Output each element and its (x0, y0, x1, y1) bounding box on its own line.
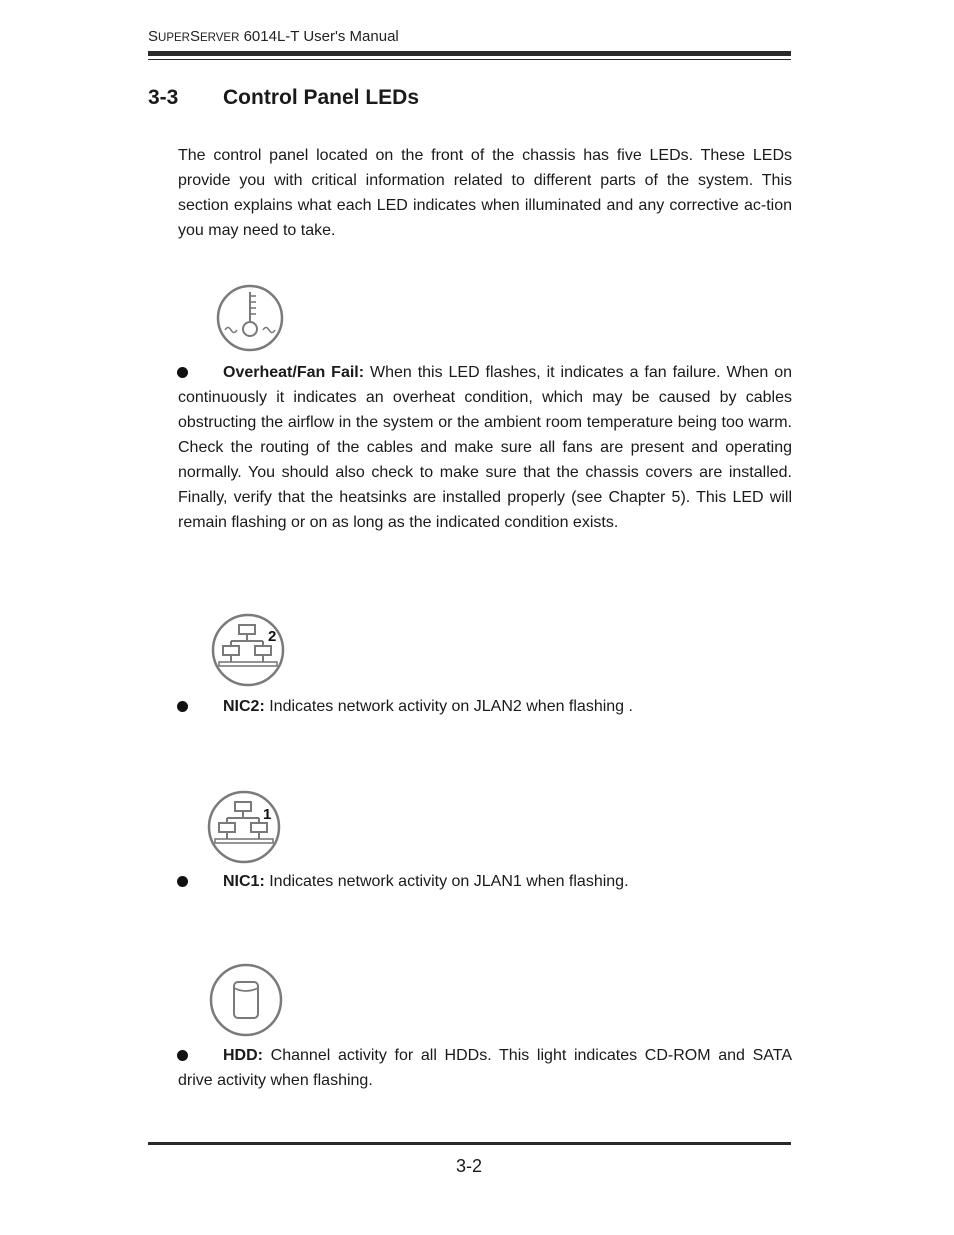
led-term: NIC2: (223, 698, 265, 715)
led-text: When this LED flashes, it indicates a fan failure. When on continuously it indicates an overheat condition, which may be caused by cables obstructing the airflow in the system or the ambient room temperature being too warm. Check the routing of the cables and make sure all fans are present and operating normally. You should also check to make sure that the chassis covers are installed. Finally, verify that the heatsinks are installed properly (see Chapter 5). This LED will remain flashing or on as long as the indicated condition exists. (178, 364, 793, 531)
footer-rule (148, 1142, 791, 1145)
led-description-nic1 (178, 869, 792, 894)
intro-paragraph: The control panel located on the front of the chassis has five LEDs. These LEDs provide you with critical information related to different parts of the system. This section explains what each LED indicates when illuminated and any corrective ac-tion you may need to take. (178, 147, 792, 239)
section-title: Control Panel LEDs (223, 86, 420, 109)
led-description-overheat (178, 360, 792, 535)
bullet (177, 701, 188, 712)
led-text: Indicates network activity on JLAN2 when flashing . (264, 698, 633, 715)
header-rule (148, 51, 791, 56)
section-number: 3-3 (148, 86, 179, 109)
running-head (148, 28, 399, 45)
page-number: 3-2 (456, 1156, 483, 1176)
nic-number-label: 1 (263, 806, 272, 823)
led-term: HDD: (223, 1047, 263, 1064)
thermometer-icon (215, 283, 285, 353)
network-icon (206, 789, 282, 865)
led-term: Overheat/Fan Fail: (223, 364, 365, 381)
running-head-smallcaps: UPER (158, 32, 190, 44)
running-head-smallcaps: ERVER (199, 32, 240, 44)
running-head-rest: 6014L-T User's Manual (239, 28, 399, 45)
led-description-hdd (178, 1043, 792, 1093)
hard-drive-icon (208, 962, 284, 1038)
bullet (177, 1050, 188, 1061)
network-icon (210, 612, 286, 688)
nic-number-label: 2 (268, 628, 277, 645)
bullet (177, 367, 188, 378)
header-rule-thin (148, 59, 791, 60)
led-text: Indicates network activity on JLAN1 when flashing. (264, 873, 629, 890)
bullet (177, 876, 188, 887)
running-head-cap: S (148, 28, 159, 45)
led-text: Channel activity for all HDDs. This light indicates CD-ROM and SATA drive activity when flashing. (178, 1047, 792, 1089)
running-head-cap: S (189, 28, 200, 45)
led-description-nic2 (178, 694, 792, 719)
section-heading (148, 86, 419, 110)
led-term: NIC1: (223, 873, 265, 890)
